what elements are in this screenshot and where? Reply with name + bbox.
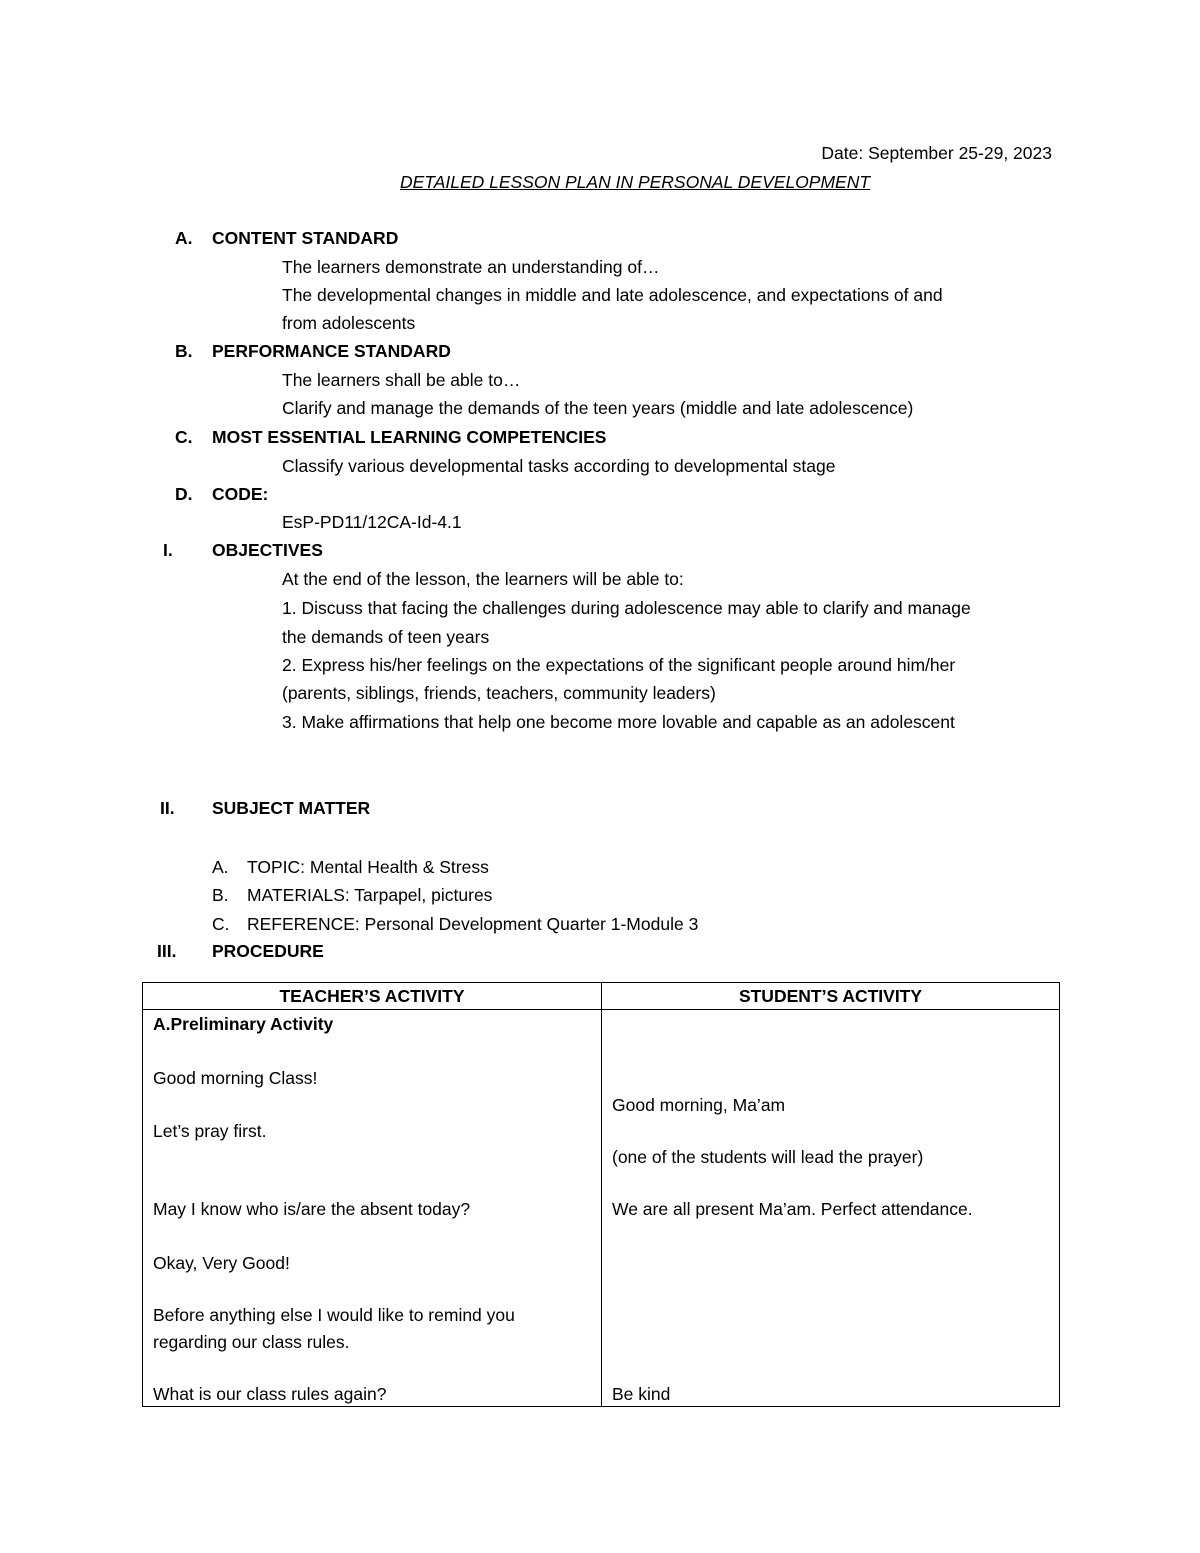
section-numeral-iii: III. xyxy=(157,941,177,961)
objectives-line: (parents, siblings, friends, teachers, community leaders) xyxy=(282,683,716,703)
lesson-date: Date: September 25-29, 2023 xyxy=(821,143,1052,163)
section-numeral-ii: II. xyxy=(160,798,175,818)
content-standard-line: from adolescents xyxy=(282,313,416,333)
student-line: Good morning, Ma’am xyxy=(612,1095,786,1115)
teacher-line: Let’s pray first. xyxy=(153,1121,267,1141)
objectives-line: 1. Discuss that facing the challenges during adolescence may able to clarify and manage xyxy=(282,598,971,618)
subject-item-reference: REFERENCE: Personal Development Quarter 1-Module 3 xyxy=(247,914,699,934)
subject-item-topic: TOPIC: Mental Health & Stress xyxy=(247,857,489,877)
column-header-teacher: TEACHER’S ACTIVITY xyxy=(143,983,602,1010)
teacher-line: Good morning Class! xyxy=(153,1068,318,1088)
performance-standard-line: The learners shall be able to… xyxy=(282,370,521,390)
teacher-line: Okay, Very Good! xyxy=(153,1253,290,1273)
section-letter-c: C. xyxy=(175,427,193,447)
section-heading-procedure: PROCEDURE xyxy=(212,941,324,961)
section-heading-performance-standard: PERFORMANCE STANDARD xyxy=(212,341,451,361)
document-title: DETAILED LESSON PLAN IN PERSONAL DEVELOPMENT xyxy=(400,172,871,192)
teacher-line: Before anything else I would like to remind you xyxy=(153,1305,515,1325)
subject-item-letter: C. xyxy=(212,914,230,934)
teacher-line: regarding our class rules. xyxy=(153,1332,350,1352)
section-heading-code: CODE: xyxy=(212,484,269,504)
competency-line: Classify various developmental tasks according to developmental stage xyxy=(282,456,836,476)
section-letter-a: A. xyxy=(175,228,193,248)
table-header-row xyxy=(143,983,1060,1010)
procedure-table xyxy=(142,982,1060,1407)
student-line: We are all present Ma’am. Perfect attendance. xyxy=(612,1199,973,1219)
subject-item-letter: B. xyxy=(212,885,229,905)
section-numeral-i: I. xyxy=(163,540,173,560)
objectives-line: the demands of teen years xyxy=(282,627,490,647)
performance-standard-line: Clarify and manage the demands of the teen years (middle and late adolescence) xyxy=(282,398,914,418)
section-heading-subject-matter: SUBJECT MATTER xyxy=(212,798,371,818)
student-line: Be kind xyxy=(612,1384,671,1404)
objectives-line: 2. Express his/her feelings on the expectations of the significant people around him/her xyxy=(282,655,956,675)
teacher-line: May I know who is/are the absent today? xyxy=(153,1199,471,1219)
section-heading-content-standard: CONTENT STANDARD xyxy=(212,228,399,248)
teacher-activity-cell xyxy=(143,1010,602,1407)
code-value: EsP-PD11/12CA-Id-4.1 xyxy=(282,512,462,532)
section-letter-b: B. xyxy=(175,341,193,361)
column-header-student: STUDENT’S ACTIVITY xyxy=(602,983,1060,1010)
section-heading-competencies: MOST ESSENTIAL LEARNING COMPETENCIES xyxy=(212,427,607,447)
student-activity-cell xyxy=(602,1010,1060,1407)
teacher-line: What is our class rules again? xyxy=(153,1384,387,1404)
objectives-line: At the end of the lesson, the learners will be able to: xyxy=(282,569,684,589)
teacher-activity-heading: A.Preliminary Activity xyxy=(153,1014,334,1034)
content-standard-line: The learners demonstrate an understanding of… xyxy=(282,257,660,277)
content-standard-line: The developmental changes in middle and late adolescence, and expectations of and xyxy=(282,285,943,305)
student-line: (one of the students will lead the prayer) xyxy=(612,1147,924,1167)
section-letter-d: D. xyxy=(175,484,193,504)
subject-item-materials: MATERIALS: Tarpapel, pictures xyxy=(247,885,493,905)
table-row xyxy=(143,1010,1060,1407)
section-heading-objectives: OBJECTIVES xyxy=(212,540,323,560)
objectives-line: 3. Make affirmations that help one become more lovable and capable as an adolescent xyxy=(282,712,955,732)
subject-item-letter: A. xyxy=(212,857,229,877)
